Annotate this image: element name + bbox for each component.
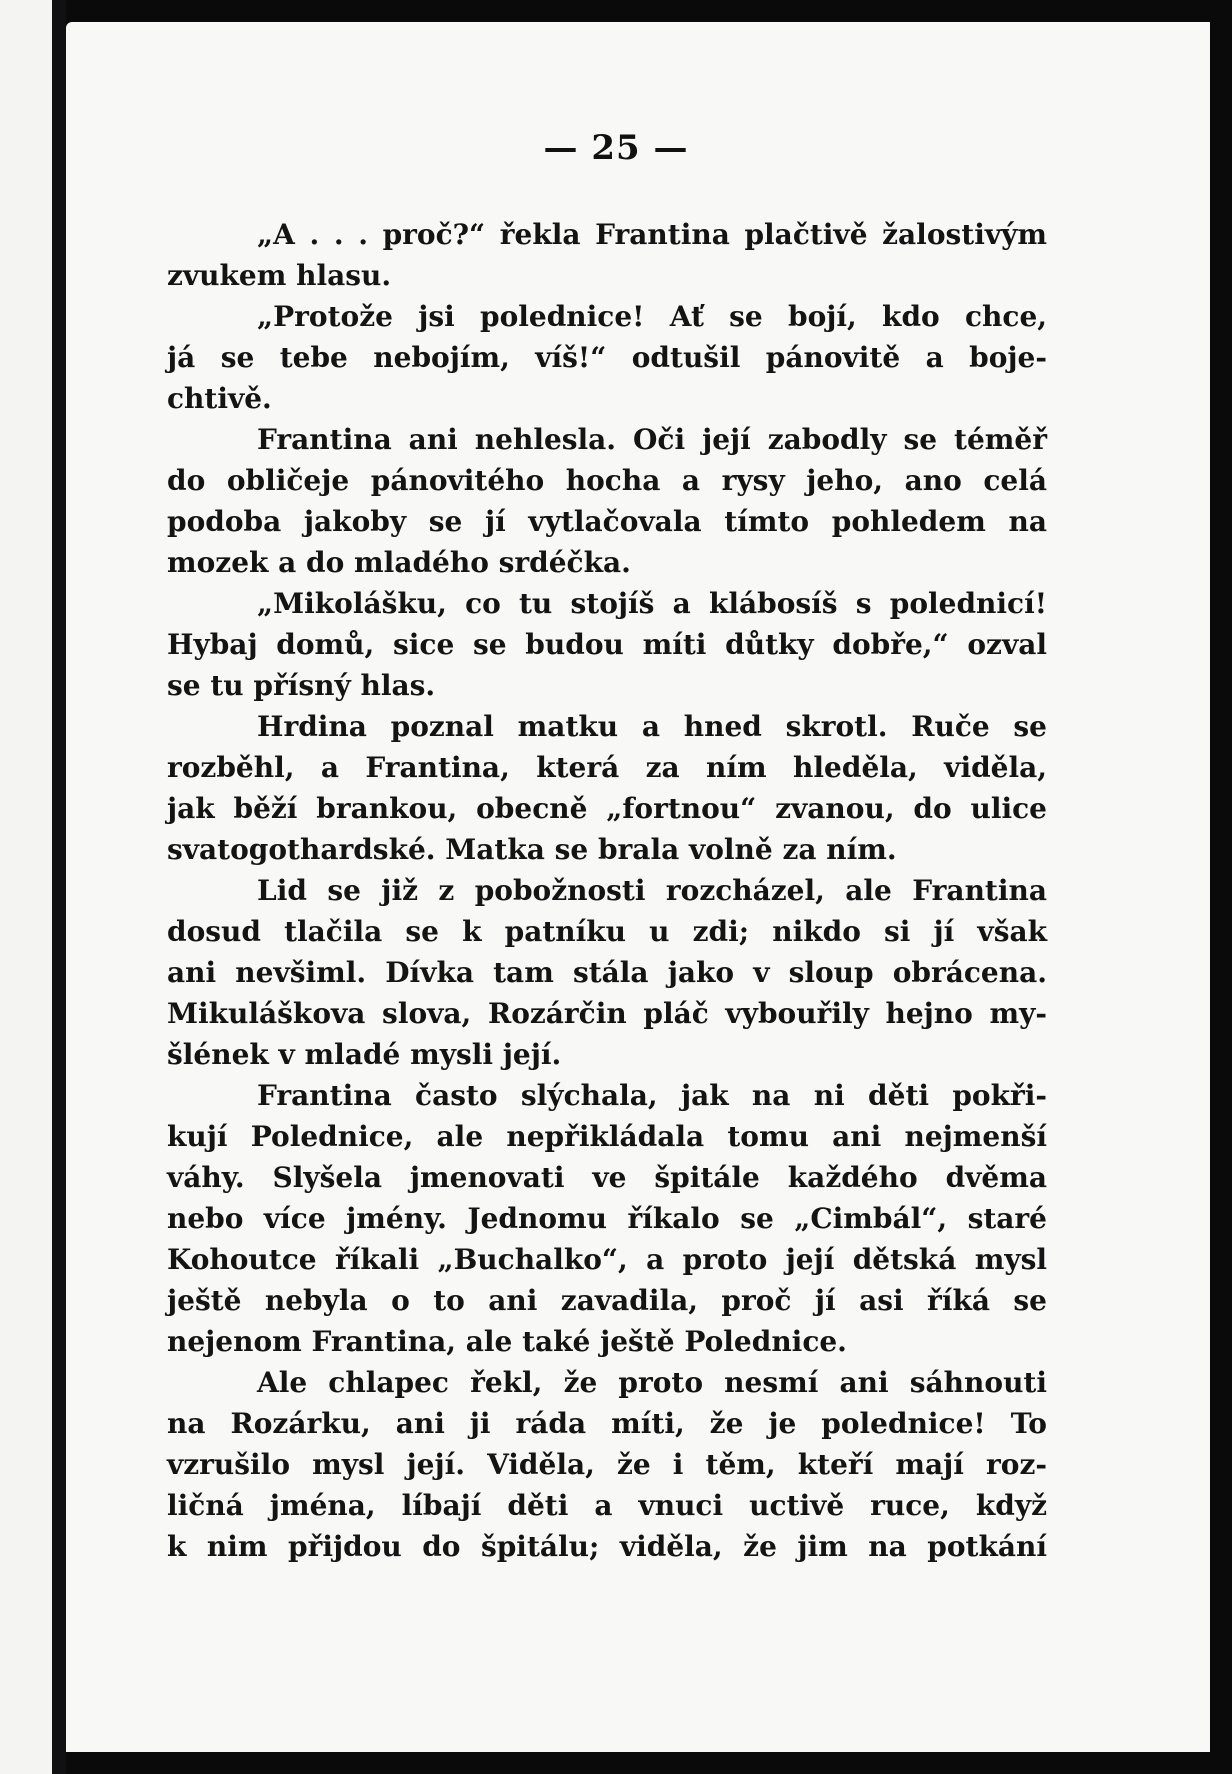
text-line: k nim přijdou do špitálu; viděla, že jim na potkání	[167, 1530, 1047, 1563]
text-line: rozběhl, a Frantina, která za ním hleděla, viděla,	[167, 751, 1047, 784]
text-line: dosud tlačila se k patníku u zdi; nikdo si jí však	[167, 915, 1047, 948]
text-line: podoba jakoby se jí vytlačovala tímto pohledem na	[167, 505, 1047, 538]
text-line: vzrušilo mysl její. Viděla, že i těm, kteří mají roz-	[167, 1448, 1047, 1481]
text-line: váhy. Slyšela jmenovati ve špitále každého dvěma	[167, 1161, 1047, 1194]
binding-gutter	[52, 0, 66, 1774]
text-line: Hrdina poznal matku a hned skrotl. Ruče se	[257, 710, 1047, 743]
text-line: ličná jména, líbají děti a vnuci uctivě ruce, když	[167, 1489, 1047, 1522]
page-number: — 25 —	[543, 128, 689, 168]
text-line: Ale chlapec řekl, že proto nesmí ani sáhnouti	[257, 1366, 1047, 1399]
text-line: zvukem hlasu.	[167, 259, 392, 292]
text-line: Lid se již z pobožnosti rozcházel, ale Frantina	[257, 874, 1047, 907]
text-line: chtivě.	[167, 382, 272, 415]
text-line: šlének v mladé mysli její.	[167, 1038, 562, 1071]
text-line: „Mikolášku, co tu stojíš a klábosíš s polednicí!	[257, 587, 1047, 620]
text-line: Kohoutce říkali „Buchalko“, a proto její dětská mysl	[167, 1243, 1047, 1276]
body-text	[167, 214, 1047, 1567]
left-page-edge	[0, 0, 52, 1774]
text-line: na Rozárku, ani ji ráda míti, že je polednice! To	[167, 1407, 1047, 1440]
text-line: nebo více jmény. Jednomu říkalo se „Cimbál“, staré	[167, 1202, 1047, 1235]
text-line: Mikuláškova slova, Rozárčin pláč vybouřily hejno my-	[167, 997, 1047, 1030]
text-line: mozek a do mladého srdéčka.	[167, 546, 631, 579]
text-line: kují Polednice, ale nepřikládala tomu ani nejmenší	[167, 1120, 1047, 1153]
text-line: „A . . . proč?“ řekla Frantina plačtivě žalostivým	[257, 218, 1047, 251]
text-line: ani nevšiml. Dívka tam stála jako v sloup obrácena.	[167, 956, 1047, 989]
text-line: do obličeje pánovitého hocha a rysy jeho, ano celá	[167, 464, 1047, 497]
text-line: Hybaj domů, sice se budou míti důtky dobře,“ ozval	[167, 628, 1047, 661]
text-line: se tu přísný hlas.	[167, 669, 436, 702]
text-line: ještě nebyla o to ani zavadila, proč jí asi říká se	[167, 1284, 1047, 1317]
text-line: nejenom Frantina, ale také ještě Polednice.	[167, 1325, 847, 1358]
text-line: „Protože jsi polednice! Ať se bojí, kdo chce,	[257, 300, 1047, 333]
text-line: já se tebe nebojím, víš!“ odtušil pánovitě a boje-	[167, 341, 1047, 374]
text-line: Frantina ani nehlesla. Oči její zabodly se téměř	[257, 423, 1047, 456]
text-line: jak běží brankou, obecně „fortnou“ zvanou, do ulice	[167, 792, 1047, 825]
text-line: svatogothardské. Matka se brala volně za ním.	[167, 833, 897, 866]
text-line: Frantina často slýchala, jak na ni děti pokři-	[257, 1079, 1047, 1112]
